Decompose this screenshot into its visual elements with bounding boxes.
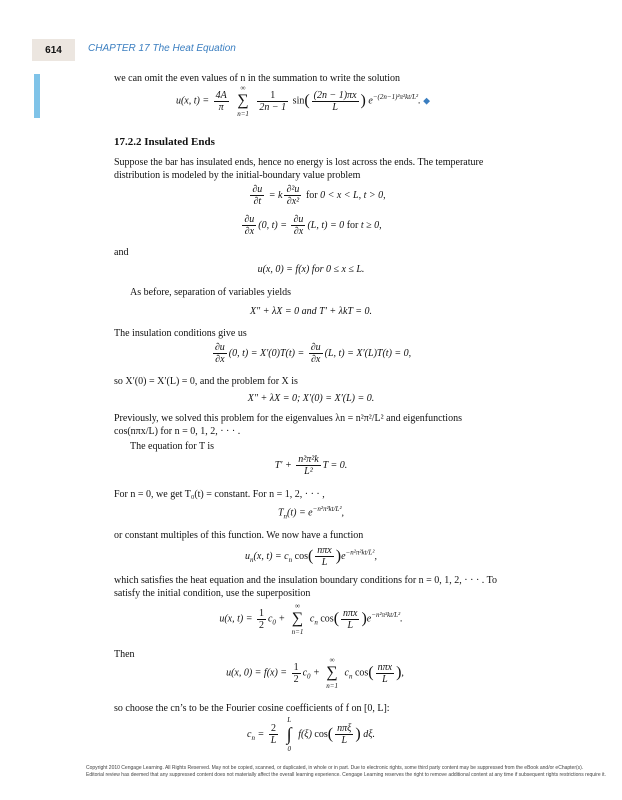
paragraph-separation: As before, separation of variables yields <box>130 287 292 298</box>
equation-superposition: u(x, t) = $\frac{1}{2}$ $c_0$ + ∞ ∑ n=1 $c_n$ cos( $\frac{\text{nπx}}{L}$ )$e^{-n^2\pi^2kt/L^2}$. <box>219 602 403 636</box>
equation-solution: u(x, t) = $\frac{4A}{\pi}$ ∞ ∑ n=1 $\frac{1}{2n - 1}$ sin( $\frac{(2n - 1)\pi x}{L}$ ) $e^{-(2n-1)^2\pi^2kt/L^2}$. ◆ <box>175 84 431 118</box>
equation-tn: $T_n(t) = e^{-n^2\pi^2kt/L^2}$, <box>277 505 345 521</box>
equation-x-problem: X″ + λX = 0; X′(0) = X′(L) = 0. <box>247 393 375 404</box>
paragraph-fourier: so choose the cn’s to be the Fourier cosine coefficients of f on [0, L]: <box>114 703 390 714</box>
paragraph-eigen-2: cos(nπx/L) for n = 0, 1, 2, · · · . <box>114 426 241 437</box>
equation-t: T′ + $\frac{\text{n²π²k}}{\text{L²}}$ T = 0. <box>274 454 348 477</box>
equation-cn: $c_n$ = $\frac{2}{L}$ L ∫ 0 f(ξ) cos( $\frac{\text{nπξ}}{L}$ ) dξ. <box>246 716 376 753</box>
copyright-footer <box>86 765 606 779</box>
equation-separation: X″ + λX = 0 and T′ + λkT = 0. <box>249 306 373 317</box>
paragraph-problem-x: so X′(0) = X′(L) = 0, and the problem for X is <box>114 376 298 387</box>
paragraph-insulated-1: Suppose the bar has insulated ends, hence no energy is lost across the ends. The temperature <box>114 157 484 168</box>
equation-initial: u(x, 0) = f(x) for 0 ≤ x ≤ L. <box>257 264 365 275</box>
paragraph-omit-even: we can omit the even values of n in the summation to write the solution <box>114 73 401 84</box>
then-label: Then <box>114 649 135 660</box>
paragraph-insulated-2: distribution is modeled by the initial-boundary value problem <box>114 170 361 181</box>
chapter-title: CHAPTER 17 The Heat Equation <box>88 43 236 54</box>
equation-heat: $\frac{\partial u}{\partial t}$ = k $\frac{\text{∂²u}}{\text{∂x²}}$ for 0 < x < L, t > 0, <box>252 184 386 207</box>
equation-boundary: $\frac{\partial u}{\partial x}$ (0, t) = $\frac{\partial u}{\partial x}$ (L, t) = 0 for t ≥ 0, <box>244 214 382 237</box>
equation-un: $u_n(x$, $t) = c_n$ cos( $\frac{\text{nπx}}{L}$ )$e^{-n^2\pi^2kt/L^2}$, <box>245 545 377 568</box>
equation-insulation: $\frac{\partial u}{\partial x}$ (0, t) = X′(0)T(t) = $\frac{\partial u}{\partial x}$ (L, t) = X′(L)T(t) = 0, <box>214 342 412 365</box>
paragraph-n-zero: For n = 0, we get T₀(t) = constant. For n = 1, 2, · · · , <box>114 489 325 500</box>
paragraph-satisfies-1: which satisfies the heat equation and the insulation boundary conditions for n = 0, 1, 2, · · · . To <box>114 575 498 586</box>
paragraph-satisfies-2: satisfy the initial condition, use the superposition <box>114 588 311 599</box>
equation-initial-expansion: u(x, 0) = f(x) = $\frac{1}{2}$ $c_0$ + ∞ ∑ n=1 $c_n$ cos( $\frac{\text{nπx}}{L}$ ), <box>226 656 404 690</box>
footer-line-2: Editorial review has deemed that any suppressed content does not materially affect the overall learning experience. Cengage Learning reserves the right to remove additional content at any time if subsequent rights restrictions require it. <box>86 772 606 778</box>
paragraph-eigen-1: Previously, we solved this problem for the eigenvalues λn = n²π²/L² and eigenfunctions <box>114 413 462 424</box>
section-heading: 17.2.2 Insulated Ends <box>114 136 215 148</box>
and-label: and <box>114 247 129 258</box>
paragraph-constant-multiples: or constant multiples of this function. We now have a function <box>114 530 364 541</box>
end-of-example-icon: ◆ <box>423 95 431 106</box>
footer-line-1: Copyright 2010 Cengage Learning. All Rights Reserved. May not be copied, scanned, or duplicated, in whole or in part. Due to electronic rights, some third party content may be suppressed from the eBook and/or eChapter(s). <box>86 765 584 771</box>
page-number: 614 <box>32 39 75 61</box>
paragraph-t-equation: The equation for T is <box>130 441 215 452</box>
paragraph-insulation: The insulation conditions give us <box>114 328 247 339</box>
